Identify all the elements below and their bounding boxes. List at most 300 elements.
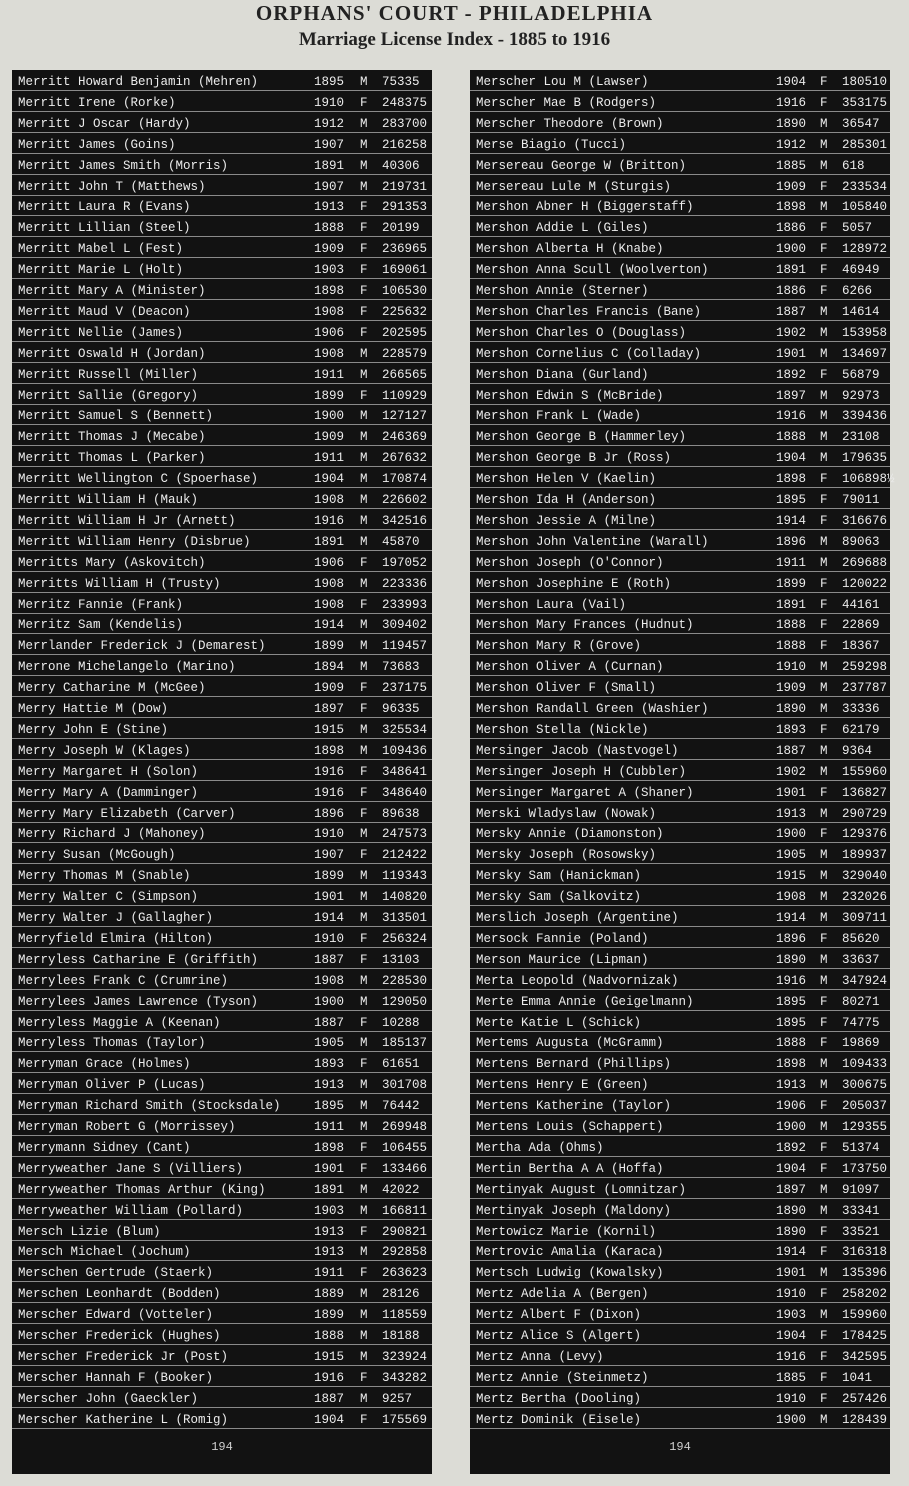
entry-year: 1887 [776,743,807,758]
entry-sex: M [360,1099,368,1114]
entry-year: 1898 [776,200,807,215]
index-row [470,826,890,843]
entry-year: 1900 [776,827,807,842]
entry-year: 1901 [314,890,345,905]
entry-sex: M [360,409,368,424]
entry-year: 1892 [776,1140,807,1155]
entry-sex: M [360,1245,368,1260]
entry-name: Mersinger Jacob (Nastvogel) [476,743,679,758]
entry-name: Merscher Hannah F (Booker) [18,1370,214,1385]
index-row [12,889,432,906]
index-row [470,283,890,300]
entry-sex: M [820,555,828,570]
entry-sex: M [820,1078,828,1093]
entry-name: Merry Thomas M (Snable) [18,869,191,884]
index-row [12,262,432,279]
entry-sex: M [820,137,828,152]
entry-license-number: 129355 [842,1120,888,1134]
page-header [0,0,909,62]
entry-license-number: 127127 [382,409,428,424]
entry-sex: F [360,1015,368,1030]
entry-year: 1915 [314,1349,345,1364]
entry-name: Mershon Oliver A (Curnan) [476,660,664,675]
entry-sex: M [360,75,368,89]
entry-license-number: 226602 [382,493,428,507]
index-row [12,408,432,425]
entry-sex: F [820,994,828,1009]
entry-name: Merta Leopold (Nadvornizak) [476,973,679,988]
entry-license-number: 33341 [842,1203,880,1218]
entry-license-number: 342595 [842,1349,888,1364]
entry-sex: F [360,284,368,298]
entry-year: 1890 [776,116,807,131]
entry-license-number: 292858 [382,1245,428,1260]
entry-year: 1912 [776,137,807,152]
entry-name: Mersky Annie (Diamonston) [476,827,664,842]
index-row [12,910,432,927]
entry-name: Merrymann Sidney (Cant) [18,1140,191,1155]
entry-sex: F [820,1161,828,1176]
entry-name: Merritt Sallie (Gregory) [18,388,199,403]
index-row [12,283,432,300]
entry-year: 1912 [314,116,345,131]
index-row [470,868,890,885]
entry-sex: M [360,618,368,633]
entry-year: 1910 [776,1391,807,1406]
entry-sex: M [820,1308,828,1323]
index-row [470,1307,890,1324]
entry-year: 1913 [314,1224,345,1239]
entry-name: Mertz Bertha (Dooling) [476,1391,642,1406]
entry-year: 1893 [314,1057,345,1072]
entry-name: Mertz Dominik (Eisele) [476,1412,642,1427]
entry-year: 1909 [314,242,345,257]
entry-sex: F [820,597,828,612]
entry-sex: M [360,513,368,528]
entry-year: 1899 [776,576,807,591]
entry-name: Merritt Marie L (Holt) [18,263,184,278]
entry-license-number: 237175 [382,681,428,696]
index-row [470,74,890,91]
index-row [12,513,432,530]
entry-name: Mertens Katherine (Taylor) [476,1099,672,1114]
entry-name: Merryman Richard Smith (Stocksdale) [18,1099,281,1114]
entry-name: Mershon John Valentine (Warall) [476,534,709,549]
index-row [470,1349,890,1366]
index-row [12,241,432,258]
entry-license-number: 247573 [382,827,428,842]
entry-license-number: 89638 [382,806,420,821]
index-row [12,137,432,154]
page-title: ORPHANS' COURT - PHILADELPHIA [255,1,654,25]
index-row [12,868,432,885]
entry-name: Mershon Addie L (Giles) [476,221,649,236]
index-row [470,534,890,551]
entry-year: 1914 [314,618,345,633]
entry-license-number: 62179 [842,722,880,737]
index-row [12,471,432,488]
entry-year: 1916 [314,1370,345,1385]
entry-year: 1913 [314,200,345,215]
entry-year: 1906 [314,555,345,570]
entry-sex: F [820,75,828,89]
entry-license-number: 266565 [382,367,428,382]
entry-name: Merritt Mary A (Minister) [18,284,206,298]
entry-sex: M [820,869,828,884]
entry-license-number: 246369 [382,430,428,445]
entry-sex: M [820,200,828,215]
entry-name: Merski Wladyslaw (Nowak) [476,806,657,821]
entry-sex: M [820,1266,828,1281]
entry-sex: M [360,743,368,758]
entry-name: Mershon Diana (Gurland) [476,367,649,382]
entry-sex: M [360,430,368,445]
entry-license-number: 119343 [382,869,428,884]
entry-license-number: 228530 [382,973,428,988]
entry-sex: M [360,1391,368,1406]
entry-name: Merry Mary Elizabeth (Carver) [18,806,236,821]
entry-year: 1886 [776,221,807,236]
entry-name: Merritts Mary (Askovitch) [18,555,206,570]
entry-year: 1887 [314,1391,345,1406]
entry-license-number: 258202 [842,1287,888,1302]
index-row [12,1265,432,1282]
entry-sex: F [360,952,368,967]
entry-year: 1914 [776,911,807,925]
entry-sex: F [820,513,828,528]
entry-sex: F [360,263,368,278]
entry-year: 1885 [776,158,807,173]
entry-name: Merritt Oswald H (Jordan) [18,346,206,361]
entry-name: Merschen Gertrude (Staerk) [18,1266,214,1281]
entry-license-number: 36547 [842,116,880,131]
entry-year: 1896 [776,931,807,946]
entry-name: Merritt Thomas L (Parker) [18,451,206,466]
entry-name: Merritt Lillian (Steel) [18,221,191,236]
entry-sex: M [360,1120,368,1134]
entry-year: 1916 [776,1349,807,1364]
entry-name: Mertinyak Joseph (Maldony) [476,1203,672,1218]
entry-year: 1888 [776,618,807,633]
entry-sex: F [820,639,828,654]
index-row [12,1286,432,1303]
entry-sex: M [360,534,368,549]
entry-sex: F [820,618,828,633]
entry-license-number: 179635 [842,451,888,466]
entry-year: 1891 [314,1182,345,1197]
entry-name: Merritt James Smith (Morris) [18,158,229,173]
entry-year: 1916 [314,764,345,779]
index-row [12,701,432,718]
entry-license-number: 9257 [382,1391,413,1406]
index-row [470,513,890,530]
entry-name: Merschen Leonhardt (Bodden) [18,1287,221,1302]
entry-year: 1907 [314,179,345,194]
entry-name: Merscher Theodore (Brown) [476,116,664,131]
entry-year: 1908 [314,973,345,988]
entry-name: Mersky Sam (Hanickman) [476,869,642,884]
entry-year: 1910 [314,95,345,110]
entry-name: Merry John E (Stine) [18,722,169,737]
entry-year: 1916 [314,785,345,800]
entry-sex: F [360,681,368,696]
entry-sex: M [820,534,828,549]
entry-year: 1890 [776,1224,807,1239]
entry-year: 1910 [314,931,345,946]
entry-year: 1897 [314,702,345,716]
entry-year: 1892 [776,367,807,382]
entry-sex: F [820,1391,828,1406]
entry-name: Mersereau George W (Britton) [476,158,687,173]
entry-name: Merryless Maggie A (Keenan) [18,1015,221,1030]
index-row [12,555,432,572]
entry-license-number: 290821 [382,1224,428,1239]
entry-license-number: 202595 [382,325,428,340]
entry-name: Merritt Nellie (James) [18,325,184,340]
index-row [470,1286,890,1303]
entry-sex: F [820,1036,828,1051]
index-row [470,1119,890,1136]
entry-license-number: 136827 [842,785,888,800]
entry-name: Mertens Louis (Schappert) [476,1120,664,1134]
entry-sex: F [360,388,368,403]
entry-year: 1911 [314,367,345,382]
entry-license-number: 257426 [842,1391,888,1406]
entry-year: 1888 [314,1329,345,1343]
entry-license-number: 45870 [382,534,420,549]
entry-sex: M [820,304,828,319]
entry-sex: M [820,702,828,716]
entry-year: 1908 [314,597,345,612]
entry-name: Mershon Joseph (O'Connor) [476,555,664,570]
entry-year: 1899 [314,639,345,654]
entry-sex: M [360,1182,368,1197]
entry-sex: M [820,764,828,779]
index-row [12,534,432,551]
entry-sex: F [820,95,828,110]
entry-sex: M [820,116,828,131]
entry-license-number: 109436 [382,743,428,758]
index-row [470,1140,890,1157]
entry-year: 1886 [776,284,807,298]
index-row [12,199,432,216]
index-row [470,325,890,342]
entry-sex: M [820,1120,828,1134]
entry-sex: F [360,931,368,946]
entry-license-number: 159960 [842,1308,888,1323]
index-row [470,450,890,467]
entry-sex: F [360,597,368,612]
index-row [12,388,432,405]
entry-name: Merryfield Elmira (Hilton) [18,931,214,946]
entry-name: Merry Mary A (Damminger) [18,785,199,800]
entry-license-number: 120022 [842,576,888,591]
entry-license-number: 339436 [842,409,888,424]
entry-license-number: 22869 [842,618,880,633]
entry-license-number: 267632 [382,451,428,466]
index-row [12,325,432,342]
entry-name: Merrylees James Lawrence (Tyson) [18,994,259,1009]
entry-name: Mershon Helen V (Kaelin) [476,472,657,487]
index-row [12,1307,432,1324]
index-row [12,179,432,196]
entry-license-number: 56879 [842,367,880,382]
index-row [470,659,890,676]
entry-license-number: 23108 [842,430,880,445]
entry-year: 1899 [314,869,345,884]
entry-name: Merry Joseph W (Klages) [18,743,191,758]
entry-year: 1900 [776,1120,807,1134]
entry-sex: M [360,1036,368,1051]
entry-license-number: 89063 [842,534,880,549]
entry-year: 1897 [776,388,807,403]
entry-license-number: 79011 [842,493,880,507]
entry-sex: M [360,116,368,131]
entry-year: 1891 [776,597,807,612]
index-row [12,1349,432,1366]
entry-license-number: 110929 [382,388,428,403]
entry-name: Merritt Russell (Miller) [18,367,199,382]
entry-license-number: 33336 [842,702,880,716]
entry-license-number: 76442 [382,1099,420,1114]
index-row [12,638,432,655]
entry-name: Merry Susan (McGough) [18,848,176,863]
entry-name: Mershon George B (Hammerley) [476,430,687,445]
entry-name: Mertz Annie (Steinmetz) [476,1370,649,1385]
entry-sex: M [360,639,368,654]
entry-license-number: 106530 [382,284,428,298]
index-row [470,1265,890,1282]
entry-license-number: 256324 [382,931,428,946]
index-row [470,555,890,572]
entry-license-number: 269948 [382,1120,428,1134]
entry-sex: M [360,1078,368,1093]
entry-sex: M [820,1412,828,1427]
entry-sex: M [360,576,368,591]
entry-sex: M [360,158,368,173]
entry-sex: F [820,242,828,257]
entry-license-number: 290729 [842,806,888,821]
entry-year: 1907 [314,137,345,152]
index-row [12,764,432,781]
entry-year: 1907 [314,848,345,863]
entry-sex: M [820,743,828,758]
entry-year: 1916 [314,513,345,528]
index-row [470,1098,890,1115]
entry-name: Mershon Anna Scull (Woolverton) [476,263,709,278]
entry-sex: F [820,576,828,591]
entry-license-number: 13103 [382,952,420,967]
entry-year: 1911 [314,1266,345,1281]
index-row [470,367,890,384]
index-row [470,1391,890,1408]
entry-license-number: 212422 [382,848,428,863]
entry-year: 1914 [776,513,807,528]
entry-sex: F [360,1224,368,1239]
entry-year: 1911 [776,555,807,570]
index-row [470,994,890,1011]
entry-name: Merslich Joseph (Argentine) [476,911,679,925]
index-row [12,576,432,593]
entry-name: Merryweather Jane S (Villiers) [18,1161,244,1176]
index-row [470,1035,890,1052]
entry-year: 1889 [314,1287,345,1302]
entry-license-number: 85620 [842,931,880,946]
index-row [470,388,890,405]
entry-year: 1898 [314,743,345,758]
entry-name: Merscher Katherine L (Romig) [18,1412,229,1427]
entry-license-number: 228579 [382,346,428,361]
index-row [470,304,890,321]
entry-year: 1904 [314,472,345,487]
index-row [470,722,890,739]
entry-sex: F [820,221,828,236]
entry-license-number: 109433 [842,1057,888,1072]
entry-sex: F [360,1370,368,1385]
index-row [12,659,432,676]
entry-sex: F [360,200,368,215]
entry-sex: M [820,388,828,403]
index-row [470,1244,890,1261]
entry-name: Mertz Adelia A (Bergen) [476,1287,649,1302]
index-row [470,617,890,634]
index-row [12,1391,432,1408]
index-row [470,199,890,216]
entry-sex: M [360,911,368,925]
index-row [470,889,890,906]
entry-name: Mertinyak August (Lomnitzar) [476,1182,687,1197]
entry-year: 1902 [776,764,807,779]
entry-sex: M [820,681,828,696]
index-row [470,910,890,927]
entry-year: 1893 [776,722,807,737]
entry-sex: F [820,179,828,194]
entry-year: 1908 [776,890,807,905]
entry-name: Mershon Annie (Sterner) [476,284,649,298]
entry-name: Mershon Charles O (Douglass) [476,325,687,340]
index-row [12,116,432,133]
entry-name: Merryweather William (Pollard) [18,1203,244,1218]
entry-license-number: 134697 [842,346,888,361]
entry-name: Merscher Lou M (Lawser) [476,75,649,89]
entry-name: Mershon Stella (Nickle) [476,722,649,737]
entry-year: 1903 [314,1203,345,1218]
entry-year: 1890 [776,702,807,716]
entry-license-number: 269688 [842,555,888,570]
entry-year: 1910 [776,1287,807,1302]
entry-sex: F [360,325,368,340]
entry-license-number: 309711 [842,911,888,925]
index-row [12,1412,432,1429]
entry-year: 1905 [314,1036,345,1051]
entry-year: 1898 [776,1057,807,1072]
entry-year: 1887 [776,304,807,319]
index-row [12,367,432,384]
entry-sex: M [360,137,368,152]
entry-name: Mershon Mary Frances (Hudnut) [476,618,694,633]
entry-name: Mershon Jessie A (Milne) [476,513,657,528]
entry-sex: M [820,1182,828,1197]
entry-year: 1897 [776,1182,807,1197]
entry-license-number: 129376 [842,827,888,842]
entry-name: Mershon Edwin S (McBride) [476,388,664,403]
index-row [470,1015,890,1032]
entry-name: Merritz Fannie (Frank) [18,597,184,612]
entry-license-number: 19869 [842,1036,880,1051]
entry-name: Merscher Frederick Jr (Post) [18,1349,229,1364]
entry-license-number: 33521 [842,1224,880,1239]
entry-year: 1894 [314,660,345,675]
